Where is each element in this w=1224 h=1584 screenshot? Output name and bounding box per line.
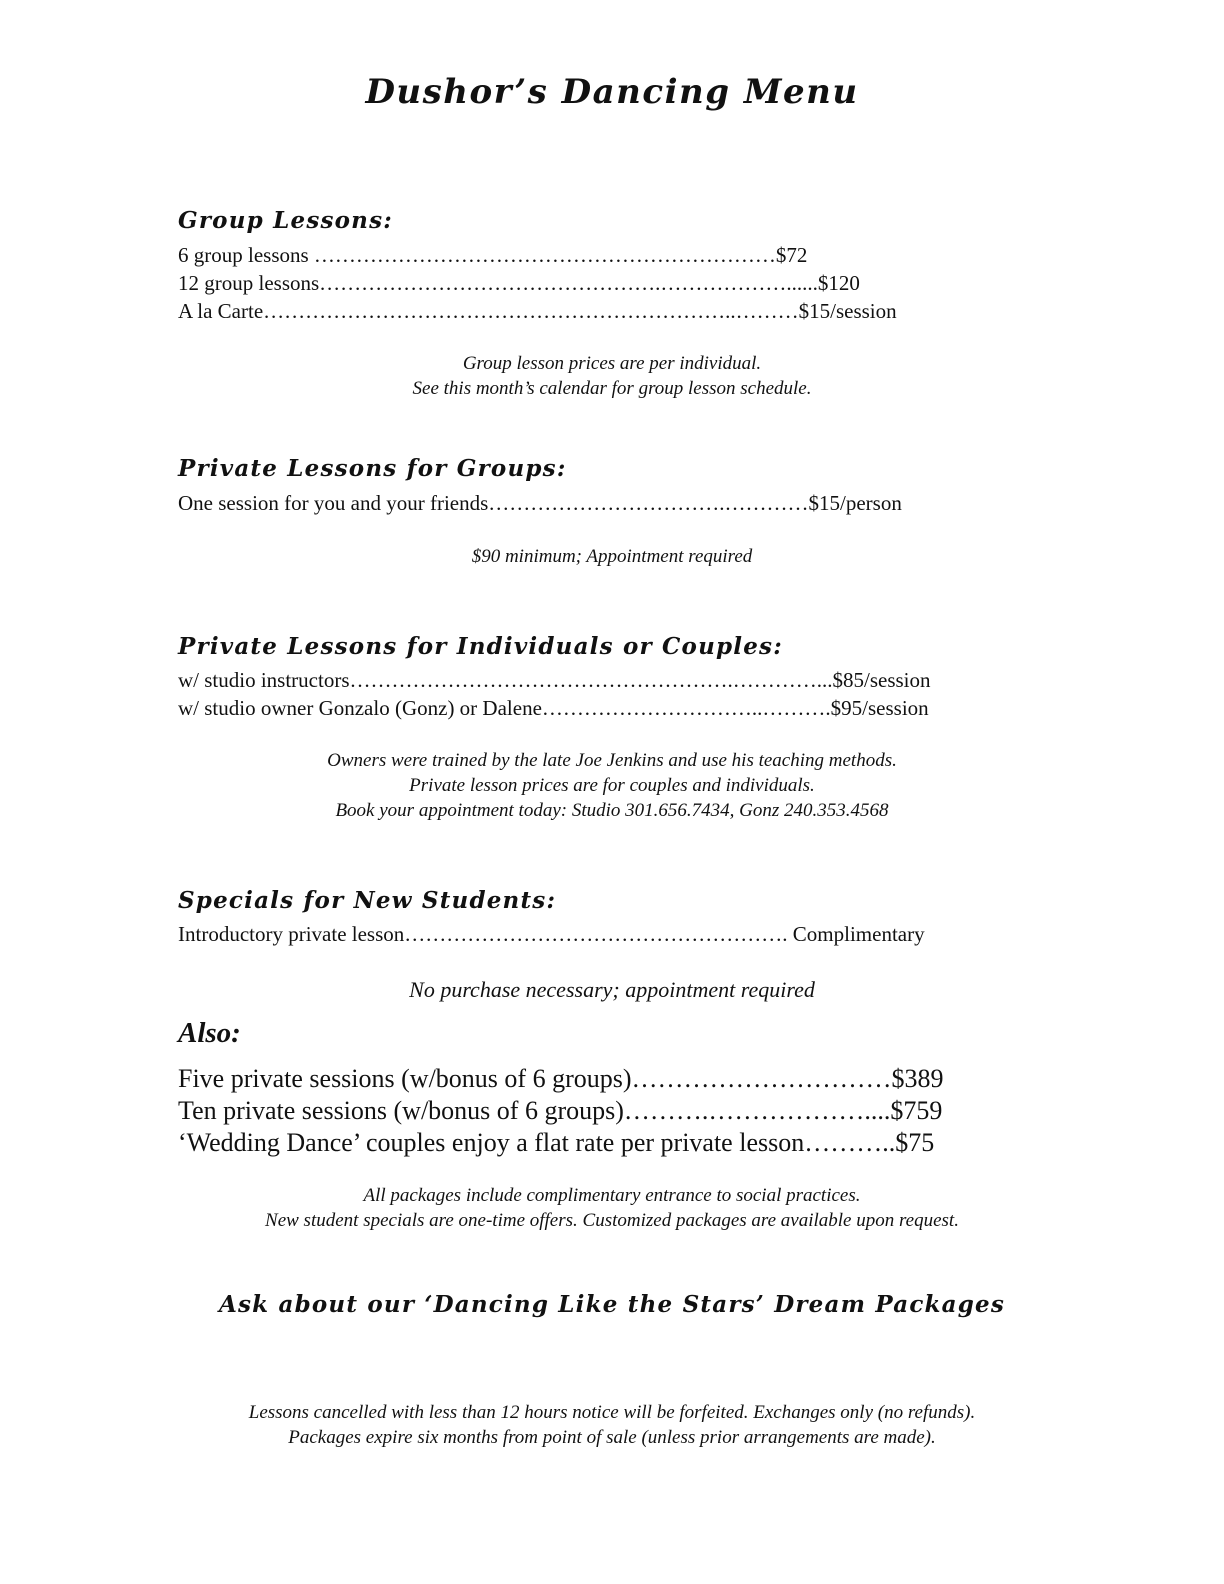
- group-lessons-heading: Group Lessons:: [178, 207, 393, 234]
- also-item-1: Five private sessions (w/bonus of 6 groups)…………………………$389: [178, 1064, 944, 1093]
- also-item-3: ‘Wedding Dance’ couples enjoy a flat rate per private lesson………..$75: [178, 1128, 935, 1157]
- private-individuals-note-2: Private lesson prices are for couples and individuals.: [409, 775, 815, 796]
- group-lessons-note-2: See this month’s calendar for group lesson schedule.: [412, 378, 812, 399]
- also-heading: Also:: [178, 1017, 241, 1049]
- private-individuals-item-1: w/ studio instructors……………………………………………….…………...$85/session: [178, 668, 931, 692]
- private-groups-note-1: $90 minimum; Appointment required: [471, 546, 753, 567]
- private-individuals-note-1: Owners were trained by the late Joe Jenkins and use his teaching methods.: [327, 750, 897, 771]
- footer-line-2: Packages expire six months from point of sale (unless prior arrangements are made).: [288, 1427, 936, 1448]
- footer-policy: [0, 1400, 1224, 1450]
- private-groups-heading: Private Lessons for Groups:: [178, 455, 567, 482]
- group-lessons-note-1: Group lesson prices are per individual.: [462, 353, 762, 374]
- specials-item-1: Introductory private lesson………………………………………………. Complimentary: [178, 922, 925, 946]
- also-item-2: Ten private sessions (w/bonus of 6 groups)……….………………....$759: [178, 1096, 943, 1125]
- page-title: Dushor’s Dancing Menu: [365, 72, 859, 112]
- dream-packages-callout: Ask about our ‘Dancing Like the Stars’ Dream Packages: [218, 1291, 1006, 1318]
- private-groups-notes: [0, 544, 1224, 569]
- also-note-2: New student specials are one-time offers. Customized packages are available upon request.: [265, 1210, 959, 1231]
- group-lessons-notes: [0, 351, 1224, 401]
- group-lessons-item-2: 12 group lessons………………………………………….………………......$120: [178, 271, 860, 295]
- specials-note-1: No purchase necessary; appointment required: [409, 977, 815, 1002]
- specials-heading: Specials for New Students:: [178, 887, 557, 914]
- private-individuals-note-3: Book your appointment today: Studio 301.656.7434, Gonz 240.353.4568: [335, 800, 889, 821]
- also-note-1: All packages include complimentary entrance to social practices.: [363, 1185, 861, 1206]
- private-individuals-item-2: w/ studio owner Gonzalo (Gonz) or Dalene…………………………..……….$95/session: [178, 696, 929, 720]
- also-notes: [0, 1183, 1224, 1233]
- private-individuals-heading: Private Lessons for Individuals or Couples:: [178, 633, 783, 660]
- private-individuals-notes: [0, 748, 1224, 823]
- group-lessons-item-1: 6 group lessons …………………………………………………………$72: [178, 243, 808, 267]
- specials-notes: [0, 976, 1224, 1004]
- footer-line-1: Lessons cancelled with less than 12 hours notice will be forfeited. Exchanges only (no refunds).: [248, 1402, 976, 1423]
- private-groups-item-1: One session for you and your friends…………………………….…………$15/person: [178, 491, 902, 515]
- group-lessons-item-3: A la Carte…………………………………………………………..………$15/session: [178, 299, 897, 323]
